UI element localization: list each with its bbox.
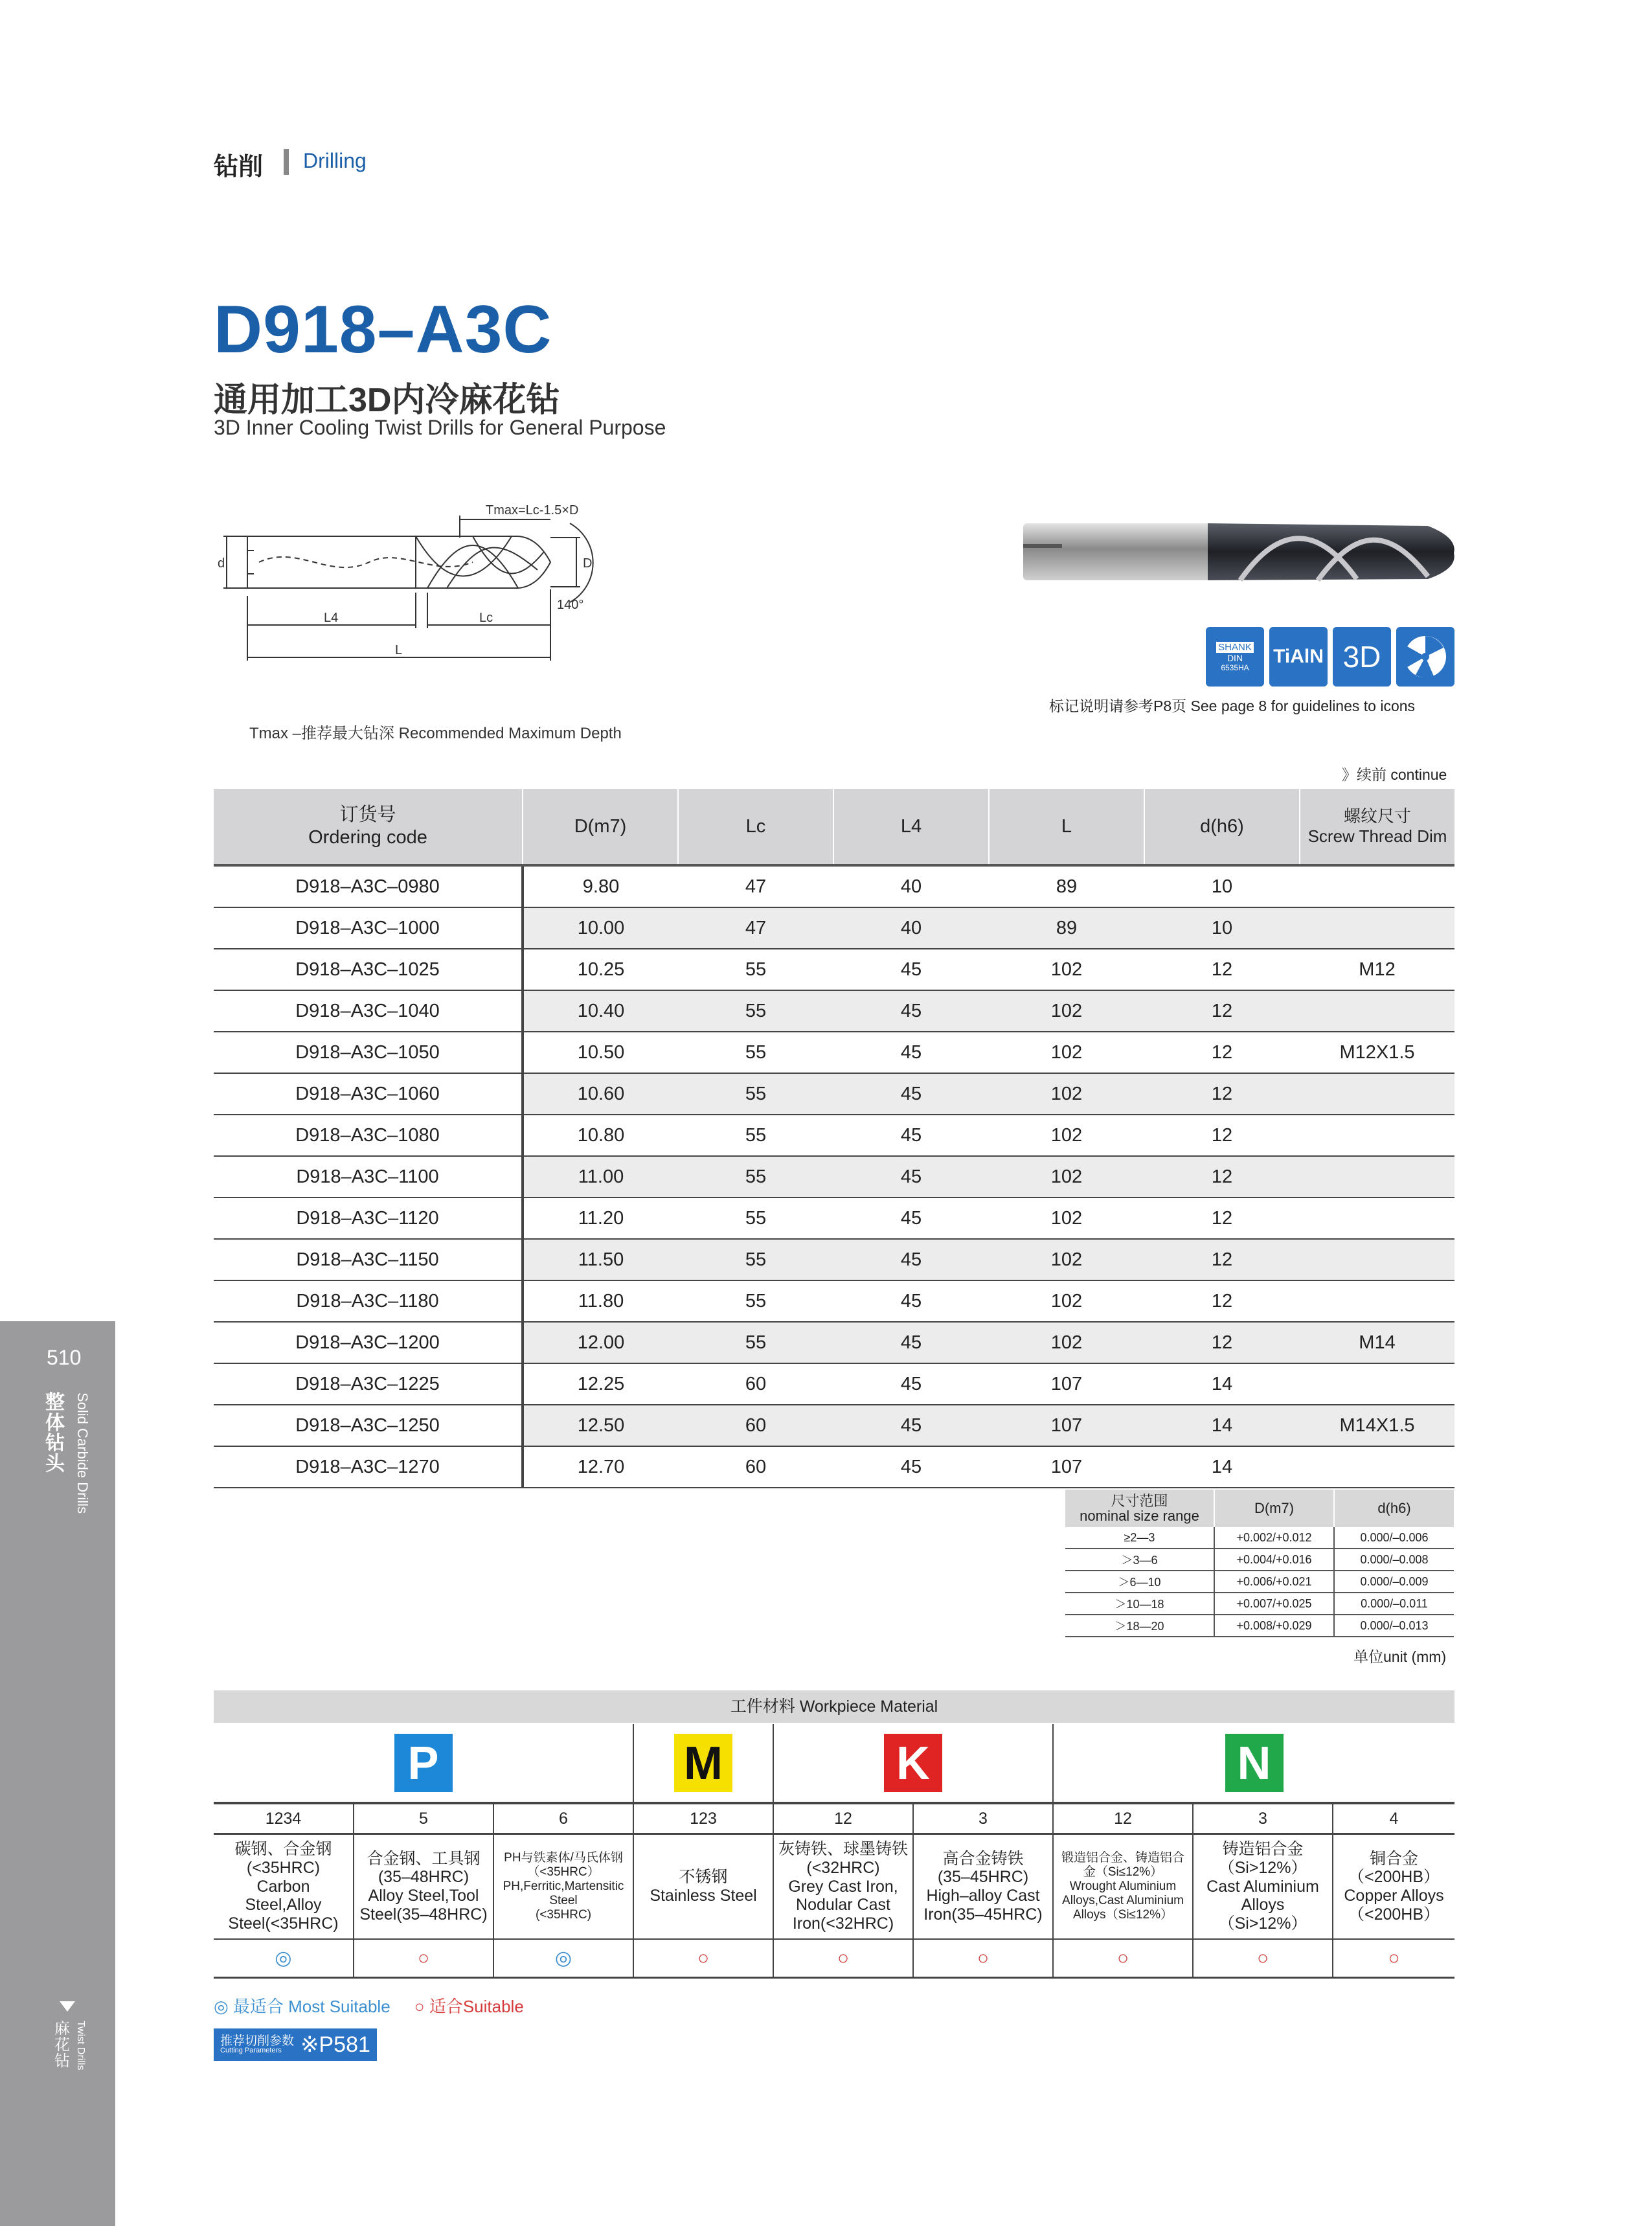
table-cell: 60 [678, 1446, 833, 1488]
legend-suitable: ○ 适合Suitable [414, 1997, 524, 2016]
material-group-m-badge: M [674, 1734, 732, 1792]
table-cell: 12.00 [523, 1322, 678, 1363]
table-cell: M14 [1300, 1322, 1454, 1363]
table-cell: 102 [989, 1198, 1144, 1239]
material-description-cell: 合金钢、工具钢 (35–48HRC) Alloy Steel,Tool Steel(35–48HRC) [354, 1834, 493, 1940]
table-cell: 40 [833, 907, 989, 949]
tolerance-cell: +0.007/+0.025 [1214, 1593, 1334, 1615]
material-number-cell: 3 [1193, 1803, 1333, 1834]
suitability-cell [633, 1939, 773, 1978]
shank-icon-label: SHANK [1216, 642, 1254, 653]
table-cell [1300, 1446, 1454, 1488]
section-title-cn: 钻削 [214, 153, 264, 181]
table-cell: 45 [833, 1322, 989, 1363]
table-cell: 107 [989, 1363, 1144, 1405]
table-cell: M14X1.5 [1300, 1405, 1454, 1446]
table-cell: D918–A3C–1200 [214, 1322, 523, 1363]
cutting-parameters-link[interactable] [214, 2028, 377, 2061]
table-cell: 10.40 [523, 990, 678, 1032]
table-cell: 102 [989, 949, 1144, 990]
tolerance-row [1065, 1527, 1454, 1549]
material-description-row [214, 1834, 1454, 1940]
page-number: 510 [47, 1346, 82, 1369]
table-cell [1300, 1073, 1454, 1115]
product-name-en: 3D Inner Cooling Twist Drills for General Purpose [214, 416, 666, 439]
tolerance-cell: 0.000/–0.009 [1334, 1571, 1454, 1593]
tialn-coating-icon [1269, 627, 1328, 687]
table-cell: 45 [833, 1405, 989, 1446]
table-cell: 11.20 [523, 1198, 678, 1239]
table-cell: 10.50 [523, 1032, 678, 1073]
table-cell: 12.50 [523, 1405, 678, 1446]
tol-header-D: D(m7) [1214, 1490, 1334, 1527]
internal-coolant-icon [1396, 627, 1454, 687]
table-cell: 12 [1144, 1239, 1300, 1280]
tolerance-cell: 0.000/–0.011 [1334, 1593, 1454, 1615]
tolerance-row [1065, 1549, 1454, 1571]
tolerance-row [1065, 1571, 1454, 1593]
table-cell: 10 [1144, 907, 1300, 949]
table-row [214, 1239, 1454, 1280]
table-cell: D918–A3C–1250 [214, 1405, 523, 1446]
suitable-icon: ○ [697, 1947, 710, 1969]
workpiece-material-table [214, 1724, 1454, 1979]
material-group-k-badge: K [884, 1734, 942, 1792]
table-cell [1300, 1280, 1454, 1322]
table-cell: D918–A3C–1225 [214, 1363, 523, 1405]
header-screw-thread: 螺纹尺寸 Screw Thread Dim [1300, 789, 1454, 865]
table-row [214, 1322, 1454, 1363]
table-cell: D918–A3C–1040 [214, 990, 523, 1032]
icons-guideline-note: 标记说明请参考P8页 See page 8 for guidelines to icons [1049, 698, 1416, 714]
tolerance-row [1065, 1615, 1454, 1637]
table-row [214, 1446, 1454, 1488]
suitability-cell [1333, 1939, 1454, 1978]
section-title-en: Drilling [303, 149, 367, 172]
table-row [214, 1280, 1454, 1322]
material-number-cell: 5 [354, 1803, 493, 1834]
table-row [214, 907, 1454, 949]
drawing-label-angle: 140° [557, 598, 584, 612]
table-cell: D918–A3C–1060 [214, 1073, 523, 1115]
drawing-shank [247, 536, 416, 588]
material-number-row [214, 1803, 1454, 1834]
table-cell: 102 [989, 1280, 1144, 1322]
table-cell: 10.60 [523, 1073, 678, 1115]
table-cell: 12 [1144, 949, 1300, 990]
table-cell [1300, 1239, 1454, 1280]
material-number-cell: 6 [493, 1803, 633, 1834]
tolerance-cell: 0.000/–0.006 [1334, 1527, 1454, 1549]
side-subcategory-en: Twist Drills [75, 2021, 86, 2071]
material-group-cell [773, 1724, 1053, 1803]
table-cell: D918–A3C–1150 [214, 1239, 523, 1280]
table-row [214, 1198, 1454, 1239]
material-number-cell: 123 [633, 1803, 773, 1834]
table-cell: 9.80 [523, 865, 678, 907]
tolerance-cell: ＞18—20 [1065, 1615, 1214, 1637]
tolerance-cell: 0.000/–0.013 [1334, 1615, 1454, 1637]
table-cell: 102 [989, 1115, 1144, 1156]
suitable-icon: ○ [1388, 1947, 1400, 1969]
material-group-cell [633, 1724, 773, 1803]
table-row [214, 1405, 1454, 1446]
drill-product-photo [1020, 512, 1460, 596]
table-cell [1300, 1363, 1454, 1405]
table-cell [1300, 865, 1454, 907]
suitable-icon: ○ [1116, 1947, 1129, 1969]
table-cell [1300, 990, 1454, 1032]
shank-icon-std: 6535HA [1221, 663, 1249, 672]
table-cell: 55 [678, 1115, 833, 1156]
table-cell: 12 [1144, 1322, 1300, 1363]
table-cell: 45 [833, 1115, 989, 1156]
table-cell: 14 [1144, 1405, 1300, 1446]
table-row [214, 865, 1454, 907]
table-cell: D918–A3C–1100 [214, 1156, 523, 1198]
suitability-cell [773, 1939, 913, 1978]
tolerance-table [1065, 1490, 1454, 1637]
header-ordering-code: 订货号 Ordering code [214, 789, 523, 865]
table-header-row [214, 789, 1454, 865]
table-cell: M12 [1300, 949, 1454, 990]
table-cell: 45 [833, 1156, 989, 1198]
table-cell: 102 [989, 1156, 1144, 1198]
table-cell: 55 [678, 1322, 833, 1363]
header-Lc: Lc [678, 789, 833, 865]
material-group-cell [1053, 1724, 1454, 1803]
tolerance-cell: ＞10—18 [1065, 1593, 1214, 1615]
table-row [214, 949, 1454, 990]
suitability-cell [1053, 1939, 1193, 1978]
tolerance-row [1065, 1593, 1454, 1615]
table-cell: D918–A3C–1180 [214, 1280, 523, 1322]
table-cell: 102 [989, 990, 1144, 1032]
drawing-tmax-label: Tmax=Lc-1.5×D [486, 503, 579, 517]
cutting-parameters-en: Cutting Parameters [220, 2047, 282, 2054]
ordering-table [214, 789, 1454, 1488]
table-cell: 45 [833, 1073, 989, 1115]
header-L: L [989, 789, 1144, 865]
cutting-parameters-cn: 推荐切削参数 [220, 2034, 295, 2048]
table-cell [1300, 907, 1454, 949]
table-cell: 45 [833, 1198, 989, 1239]
table-row [214, 1073, 1454, 1115]
tolerance-cell: +0.004/+0.016 [1214, 1549, 1334, 1571]
side-arrow-icon [60, 2001, 75, 2012]
suitability-cell [214, 1939, 354, 1978]
tialn-icon-label: TiAlN [1273, 646, 1324, 667]
table-cell: 10.80 [523, 1115, 678, 1156]
tolerance-cell: +0.002/+0.012 [1214, 1527, 1334, 1549]
drawing-label-d: d [218, 556, 225, 571]
table-cell: D918–A3C–1270 [214, 1446, 523, 1488]
table-cell [1300, 1198, 1454, 1239]
table-cell: 45 [833, 1280, 989, 1322]
section-divider [284, 149, 289, 175]
3d-depth-icon [1333, 627, 1391, 687]
most-suitable-icon: ◎ [275, 1948, 292, 1969]
table-cell: 55 [678, 1156, 833, 1198]
drawing-label-D: D [583, 556, 593, 571]
table-cell [1300, 1115, 1454, 1156]
table-cell: 10.00 [523, 907, 678, 949]
tolerance-table-body [1065, 1527, 1454, 1637]
table-cell: 12.25 [523, 1363, 678, 1405]
table-cell: 12 [1144, 1280, 1300, 1322]
table-cell: 12 [1144, 1115, 1300, 1156]
material-number-cell: 12 [773, 1803, 913, 1834]
table-cell: 55 [678, 1198, 833, 1239]
product-name-cn: 通用加工3D内冷麻花钻 [214, 381, 560, 419]
material-number-cell: 4 [1333, 1803, 1454, 1834]
table-cell: 107 [989, 1405, 1144, 1446]
material-number-cell: 12 [1053, 1803, 1193, 1834]
table-cell: 89 [989, 865, 1144, 907]
tolerance-cell: 0.000/–0.008 [1334, 1549, 1454, 1571]
unit-note: 单位unit (mm) [1353, 1648, 1447, 1665]
table-cell: 45 [833, 949, 989, 990]
table-cell: 10.25 [523, 949, 678, 990]
material-group-cell [214, 1724, 633, 1803]
material-description-cell: 锻造铝合金、铸造铝合 金（Si≤12%） Wrought Aluminium Alloys,Cast Aluminium Alloys（Si≤12%） [1053, 1834, 1193, 1940]
table-cell: 55 [678, 1032, 833, 1073]
table-cell: D918–A3C–1025 [214, 949, 523, 990]
table-cell: 55 [678, 949, 833, 990]
tol-header-d: d(h6) [1334, 1490, 1454, 1527]
table-cell: 45 [833, 1032, 989, 1073]
drawing-flute-body [416, 536, 550, 588]
table-row [214, 1115, 1454, 1156]
3d-icon-label: 3D [1342, 640, 1381, 674]
table-cell: 12 [1144, 990, 1300, 1032]
table-cell: 12.70 [523, 1446, 678, 1488]
suitable-icon: ○ [837, 1947, 850, 1969]
material-description-cell: PH与铁素体/马氏体钢 （<35HRC） PH,Ferritic,Martensitic Steel (<35HRC) [493, 1834, 633, 1940]
cutting-parameters-page-ref: ※P581 [300, 2032, 370, 2057]
drill-technical-drawing [214, 492, 706, 687]
table-cell: 47 [678, 865, 833, 907]
table-cell: 40 [833, 865, 989, 907]
tolerance-cell: +0.006/+0.021 [1214, 1571, 1334, 1593]
table-cell: 45 [833, 1446, 989, 1488]
tolerance-cell: +0.008/+0.029 [1214, 1615, 1334, 1637]
table-cell: M12X1.5 [1300, 1032, 1454, 1073]
table-cell: 14 [1144, 1363, 1300, 1405]
material-number-cell: 3 [913, 1803, 1053, 1834]
table-cell: 47 [678, 907, 833, 949]
table-cell: 12 [1144, 1073, 1300, 1115]
suitable-icon: ○ [1256, 1947, 1269, 1969]
material-description-cell: 不锈钢 Stainless Steel [633, 1834, 773, 1940]
table-cell: 55 [678, 1073, 833, 1115]
header-L4: L4 [833, 789, 989, 865]
table-cell: 45 [833, 990, 989, 1032]
table-cell: 102 [989, 1073, 1144, 1115]
header-D-m7: D(m7) [523, 789, 678, 865]
table-cell: 60 [678, 1405, 833, 1446]
table-row [214, 1156, 1454, 1198]
table-cell: 12 [1144, 1032, 1300, 1073]
tol-header-range: 尺寸范围 nominal size range [1065, 1490, 1214, 1527]
product-code: D918–A3C [214, 292, 552, 367]
tolerance-cell: ≥2—3 [1065, 1527, 1214, 1549]
legend-most-suitable: ◎ 最适合 Most Suitable [214, 1997, 390, 2016]
material-number-cell: 1234 [214, 1803, 354, 1834]
suitability-cell [1193, 1939, 1333, 1978]
table-row [214, 1363, 1454, 1405]
table-row [214, 1032, 1454, 1073]
most-suitable-icon: ◎ [554, 1948, 572, 1969]
table-cell: 45 [833, 1363, 989, 1405]
suitability-cell [913, 1939, 1053, 1978]
suitability-cell [493, 1939, 633, 1978]
ordering-table-body [214, 865, 1454, 1488]
table-cell: 11.80 [523, 1280, 678, 1322]
material-group-p-badge: P [394, 1734, 453, 1792]
table-cell: 102 [989, 1239, 1144, 1280]
table-cell: 102 [989, 1322, 1144, 1363]
side-category-en: Solid Carbide Drills [74, 1392, 91, 1514]
material-description-cell: 铜合金 （<200HB） Copper Alloys （<200HB） [1333, 1834, 1454, 1940]
tolerance-header-row [1065, 1490, 1454, 1527]
suitable-icon: ○ [977, 1947, 990, 1969]
continue-note: 》续前 continue [1342, 766, 1447, 783]
material-description-cell: 碳钢、合金钢 (<35HRC) Carbon Steel,Alloy Steel(<35HRC) [214, 1834, 354, 1940]
table-cell: D918–A3C–1120 [214, 1198, 523, 1239]
table-cell: 55 [678, 990, 833, 1032]
table-cell [1300, 1156, 1454, 1198]
table-cell: 12 [1144, 1156, 1300, 1198]
suitable-icon: ○ [417, 1947, 430, 1969]
material-description-cell: 灰铸铁、球墨铸铁 (<32HRC) Grey Cast Iron, Nodular Cast Iron(<32HRC) [773, 1834, 913, 1940]
table-cell: D918–A3C–0980 [214, 865, 523, 907]
tolerance-cell: ＞6—10 [1065, 1571, 1214, 1593]
material-description-cell: 铸造铝合金 （Si>12%） Cast Aluminium Alloys （Si>12%） [1193, 1834, 1333, 1940]
table-row [214, 990, 1454, 1032]
table-cell: 102 [989, 1032, 1144, 1073]
table-cell: 45 [833, 1239, 989, 1280]
suitability-cell [354, 1939, 493, 1978]
table-cell: 11.50 [523, 1239, 678, 1280]
table-cell: 60 [678, 1363, 833, 1405]
material-group-row [214, 1724, 1454, 1803]
shank-din-6535ha-icon [1206, 627, 1264, 687]
table-cell: 12 [1144, 1198, 1300, 1239]
table-cell: 55 [678, 1239, 833, 1280]
table-cell: 14 [1144, 1446, 1300, 1488]
tolerance-cell: ＞3—6 [1065, 1549, 1214, 1571]
material-description-cell: 高合金铸铁 (35–45HRC) High–alloy Cast Iron(35–45HRC) [913, 1834, 1053, 1940]
table-cell: 89 [989, 907, 1144, 949]
table-cell: D918–A3C–1000 [214, 907, 523, 949]
table-cell: 107 [989, 1446, 1144, 1488]
table-cell: 55 [678, 1280, 833, 1322]
table-cell: D918–A3C–1050 [214, 1032, 523, 1073]
table-cell: D918–A3C–1080 [214, 1115, 523, 1156]
table-cell: 10 [1144, 865, 1300, 907]
side-subcategory-cn: 麻花钻 [54, 2020, 70, 2071]
side-category-cn: 整体钻头 [45, 1392, 65, 1475]
material-group-n-badge: N [1225, 1734, 1284, 1792]
shank-icon-din: DIN [1227, 652, 1243, 663]
drawing-label-Lc: Lc [479, 611, 493, 625]
workpiece-material-title: 工件材料 Workpiece Material [214, 1690, 1454, 1723]
suitability-legend [214, 1993, 524, 2017]
drawing-label-L: L [395, 643, 403, 657]
header-d-h6: d(h6) [1144, 789, 1300, 865]
table-cell: 11.00 [523, 1156, 678, 1198]
tmax-note: Tmax –推荐最大钻深 Recommended Maximum Depth [249, 725, 622, 742]
drawing-label-L4: L4 [324, 611, 339, 625]
suitability-row [214, 1939, 1454, 1978]
